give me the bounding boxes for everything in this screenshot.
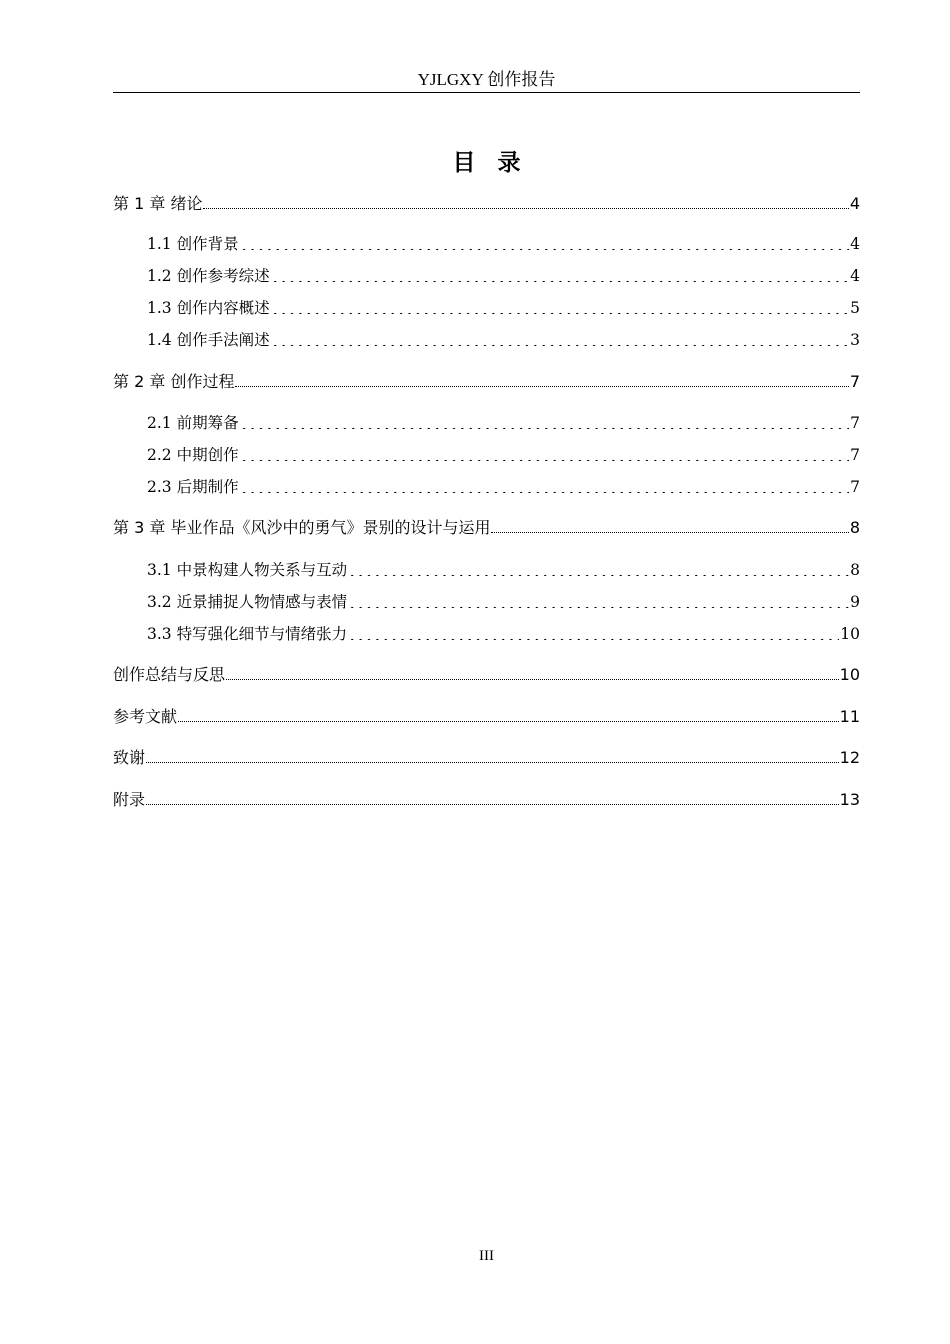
dot-leader: [178, 711, 839, 722]
toc-entry-label: 2.1 前期筹备: [147, 414, 239, 432]
dot-leader: [348, 630, 839, 640]
toc-entry-chapter-3[interactable]: [113, 518, 860, 538]
toc-entry-label: 2.3 后期制作: [147, 478, 239, 496]
toc-entry-label: 第 2 章 创作过程: [113, 372, 235, 391]
toc-entry-chapter-2[interactable]: [113, 372, 860, 392]
toc-entry-label: 3.1 中景构建人物关系与互动: [147, 561, 348, 579]
toc-entry-acknowledgements[interactable]: [113, 748, 860, 768]
toc-entry-section-2-2[interactable]: [147, 445, 860, 465]
toc-entry-section-1-2[interactable]: [147, 266, 860, 286]
dot-leader: [348, 566, 849, 576]
running-header: YJLGXY 创作报告: [417, 70, 556, 89]
toc-entry-page: 10: [839, 665, 860, 684]
page-number: III: [479, 1248, 494, 1264]
toc-entry-label: 创作总结与反思: [113, 665, 226, 684]
dot-leader: [240, 483, 850, 493]
toc-entry-label: 第 1 章 绪论: [113, 194, 203, 213]
toc-entry-section-1-3[interactable]: [147, 298, 860, 318]
toc-entry-section-3-3[interactable]: [147, 624, 860, 644]
toc-entry-label: 3.2 近景捕捉人物情感与表情: [147, 593, 348, 611]
header-rule: [113, 92, 860, 93]
dot-leader: [271, 336, 850, 346]
dot-leader: [226, 669, 839, 680]
toc-entry-label: 1.2 创作参考综述: [147, 267, 270, 285]
dot-leader: [491, 522, 848, 533]
dot-leader: [146, 794, 839, 805]
dot-leader: [240, 451, 850, 461]
toc-entry-page: 7: [849, 372, 860, 391]
toc-entry-label: 致谢: [113, 748, 146, 767]
toc-entry-section-2-1[interactable]: [147, 413, 860, 433]
toc-entry-page: 7: [850, 478, 860, 496]
toc-entry-chapter-1[interactable]: [113, 194, 860, 214]
toc-entry-appendix[interactable]: [113, 790, 860, 810]
toc-entry-page: 4: [849, 194, 860, 213]
toc-entry-label: 2.2 中期创作: [147, 446, 239, 464]
toc-entry-label: 1.3 创作内容概述: [147, 299, 270, 317]
toc-entry-page: 3: [850, 331, 860, 349]
toc-entry-label: 附录: [113, 790, 146, 809]
toc-entry-page: 10: [840, 625, 860, 643]
toc-entry-label: 1.4 创作手法阐述: [147, 331, 270, 349]
toc-entry-page: 5: [850, 299, 860, 317]
toc-entry-page: 11: [839, 707, 860, 726]
toc-entry-label: 参考文献: [113, 707, 178, 726]
dot-leader: [240, 240, 850, 250]
toc-entry-label: 1.1 创作背景: [147, 235, 239, 253]
toc-entry-section-2-3[interactable]: [147, 477, 860, 497]
dot-leader: [235, 376, 848, 387]
toc-entry-summary[interactable]: [113, 665, 860, 685]
toc-entry-page: 9: [850, 593, 860, 611]
toc-entry-section-3-1[interactable]: [147, 560, 860, 580]
toc-entry-page: 7: [850, 414, 860, 432]
dot-leader: [348, 598, 849, 608]
dot-leader: [203, 198, 848, 209]
toc-entry-section-1-4[interactable]: [147, 330, 860, 350]
toc-entry-section-1-1[interactable]: [147, 234, 860, 254]
toc-entry-page: 8: [850, 561, 860, 579]
toc-entry-page: 4: [850, 235, 860, 253]
toc-entry-section-3-2[interactable]: [147, 592, 860, 612]
dot-leader: [271, 272, 850, 282]
toc-entry-page: 4: [850, 267, 860, 285]
toc-entry-references[interactable]: [113, 707, 860, 727]
dot-leader: [271, 304, 850, 314]
toc-entry-page: 12: [839, 748, 860, 767]
toc-entry-page: 13: [839, 790, 860, 809]
toc-title: 目录: [452, 150, 543, 176]
dot-leader: [240, 419, 850, 429]
toc-entry-label: 第 3 章 毕业作品《风沙中的勇气》景别的设计与运用: [113, 518, 491, 537]
toc-entry-page: 7: [850, 446, 860, 464]
toc-entry-page: 8: [849, 518, 860, 537]
dot-leader: [146, 752, 839, 763]
toc-entry-label: 3.3 特写强化细节与情绪张力: [147, 625, 348, 643]
